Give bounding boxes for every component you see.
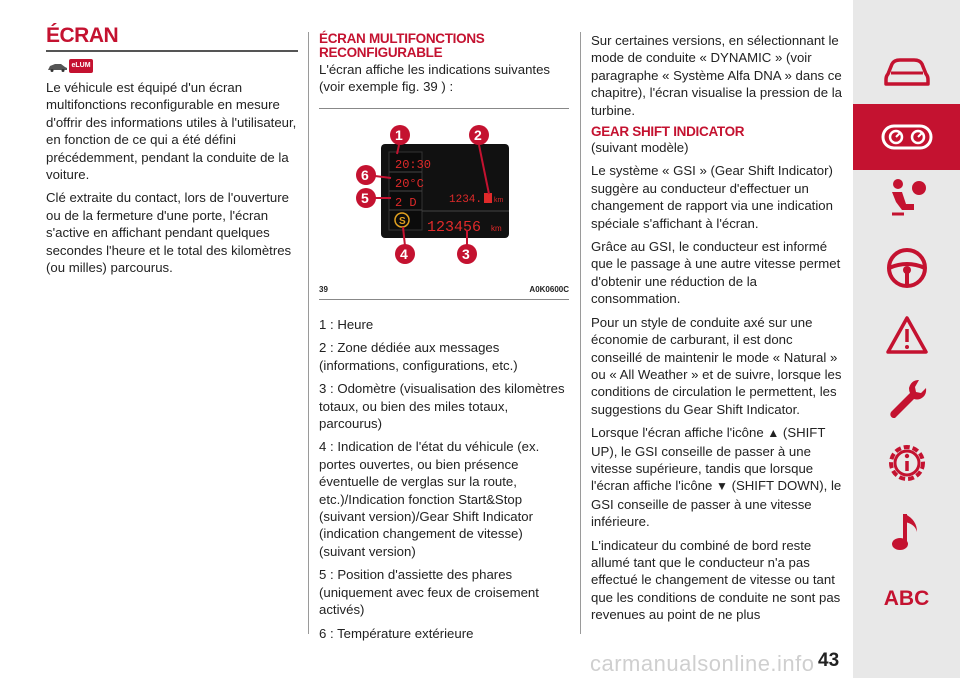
section-title-gsi: GEAR SHIFT INDICATOR (591, 124, 745, 140)
intro-text: L'écran affiche les indications suivantes (voir exemple fig. 39 ) : (319, 62, 550, 95)
legend-item: 6 : Température extérieure (319, 625, 474, 641)
svg-text:4: 4 (400, 246, 408, 262)
paragraph: L'indicateur du combiné de bord reste allumé tant que le conducteur n'a pas effectué le changement de vitesse ou tant que les conditions de conduite ne sont pas revenues au point de ne plus (591, 537, 841, 623)
callout-4 (395, 244, 415, 264)
svg-text:5: 5 (361, 190, 369, 206)
column-divider (580, 32, 581, 634)
legend-item: 2 : Zone dédiée aux messages (informations, configurations, etc.) (319, 340, 518, 373)
start-stop-symbol: S (399, 216, 406, 227)
callout-5 (356, 188, 376, 208)
paragraph: Le véhicule est équipé d'un écran multifonctions reconfigurable en mesure d'offrir des informations utiles à l'utilisateur, en fonction de ce qui a été défini précédemment, pendant la conduite de la voiture. (46, 80, 297, 183)
chapter-sidebar (853, 0, 960, 678)
svg-text:2: 2 (474, 127, 482, 143)
callout-1 (390, 125, 410, 145)
paragraph: Sur certaines versions, en sélectionnant le mode de conduite « DYNAMIC » (voir paragraphe « Système Alfa DNA » dans ce chapitre), l'écran visualise la pression de la turbine. (591, 33, 843, 118)
figure-rule (319, 299, 569, 300)
legend-item: 3 : Odomètre (visualisation des kilomètres totaux, ou bien des miles totaux, parcourus) (319, 381, 565, 432)
section-title-ecran: ÉCRAN (46, 24, 119, 47)
steering-wheel-icon (885, 246, 929, 290)
figure-code: A0K0600C (529, 285, 569, 294)
subtitle: (suivant modèle) (591, 140, 689, 156)
legend-item: 4 : Indication de l'état du véhicule (ex. portes ouvertes, ou bien présence éventuelle de verglas sur la route, etc.)/Indication fonction Start&Stop (suivant version)/Gear Shift Indicator (indication changement de vitesse) (suivant version) (319, 439, 540, 559)
display-time: 20:30 (395, 158, 432, 172)
cluster-display-illustration (319, 108, 569, 284)
page-number: 43 (818, 650, 840, 671)
sidebar-item-safety[interactable] (853, 164, 960, 230)
figure-39 (319, 108, 569, 300)
warning-icon (885, 315, 929, 355)
display-odo-unit: km (491, 224, 502, 233)
shift-up-icon: ▲ (767, 426, 780, 441)
display-trip: 1234. (449, 194, 483, 206)
dashboard-icon (880, 122, 934, 152)
column-1 (46, 79, 298, 282)
sidebar-item-driving[interactable] (853, 235, 960, 301)
paragraph: Grâce au GSI, le conducteur est informé que le passage à une autre vitesse permet d'obtenir une réduction de la consommation. (591, 239, 841, 307)
trip-digit-highlight (484, 193, 492, 203)
title-rule (46, 50, 298, 52)
callout-6 (356, 165, 376, 185)
airbag-icon (884, 174, 930, 220)
display-trip-unit: km (494, 197, 504, 204)
sidebar-item-emergency[interactable] (853, 302, 960, 368)
sidebar-item-dashboard[interactable] (853, 104, 960, 170)
column-2 (319, 32, 569, 102)
shift-down-icon: ▼ (716, 479, 728, 494)
abc-index-label: ABC (883, 587, 930, 610)
figure-number: 39 (319, 285, 328, 294)
watermark: carmanualsonline.info (590, 651, 815, 676)
display-temp: 20°C (395, 177, 424, 191)
paragraph: Pour un style de conduite axé sur une économie de carburant, il est donc conseillé de maintenir le mode « Natural » ou « All Weather » et de suivre, lorsque les conditions de circulation le permettent, les suggestions du Gear Shift Indicator. (591, 314, 842, 417)
sidebar-item-maintenance[interactable] (853, 366, 960, 432)
sidebar-item-technical[interactable] (853, 430, 960, 496)
version-tag: eLUM (69, 59, 93, 73)
svg-text:3: 3 (462, 246, 470, 262)
figure-rule (319, 108, 569, 109)
section-title-ecran-multi: ÉCRAN MULTIFONCTIONS RECONFIGURABLE (319, 31, 485, 60)
sidebar-item-index[interactable] (853, 566, 960, 632)
paragraph-gsi-icons: Lorsque l'écran affiche l'icône ▲ (SHIFT UP), le GSI conseille de passer à une vitesse supérieure, tandis que lorsque l'écran affiche l'icône ▼ (SHIFT DOWN), le GSI conseille de passer à une vitesse inférieure. (591, 425, 842, 530)
svg-text:6: 6 (361, 167, 369, 183)
music-note-icon (887, 510, 927, 556)
legend-list (319, 316, 569, 648)
display-odometer: 123456 (427, 219, 482, 236)
callout-3 (457, 244, 477, 264)
gear-info-icon (884, 440, 930, 486)
display-gear: 2 D (395, 196, 417, 210)
paragraph: Clé extraite du contact, lors de l'ouverture ou de la fermeture d'une porte, l'écran s'active en affichant pendant quelques secondes l'heure et le total des kilomètres (ou milles) parcourus. (46, 190, 292, 276)
sidebar-item-multimedia[interactable] (853, 500, 960, 566)
legend-item: 1 : Heure (319, 317, 374, 332)
wrench-icon (885, 376, 929, 422)
column-3 (591, 32, 843, 630)
paragraph: Le système « GSI » (Gear Shift Indicator) suggère au conducteur d'effectuer un changement de rapport via une indication spéciale s'affichant à l'écran. (591, 163, 833, 231)
column-divider (308, 32, 309, 634)
car-variant-icon (46, 62, 68, 72)
sidebar-item-car[interactable] (853, 38, 960, 104)
car-icon (882, 54, 932, 88)
callout-2 (469, 125, 489, 145)
svg-text:1: 1 (395, 127, 403, 143)
legend-item: 5 : Position d'assiette des phares (uniquement avec feux de croisement activés) (319, 567, 539, 618)
